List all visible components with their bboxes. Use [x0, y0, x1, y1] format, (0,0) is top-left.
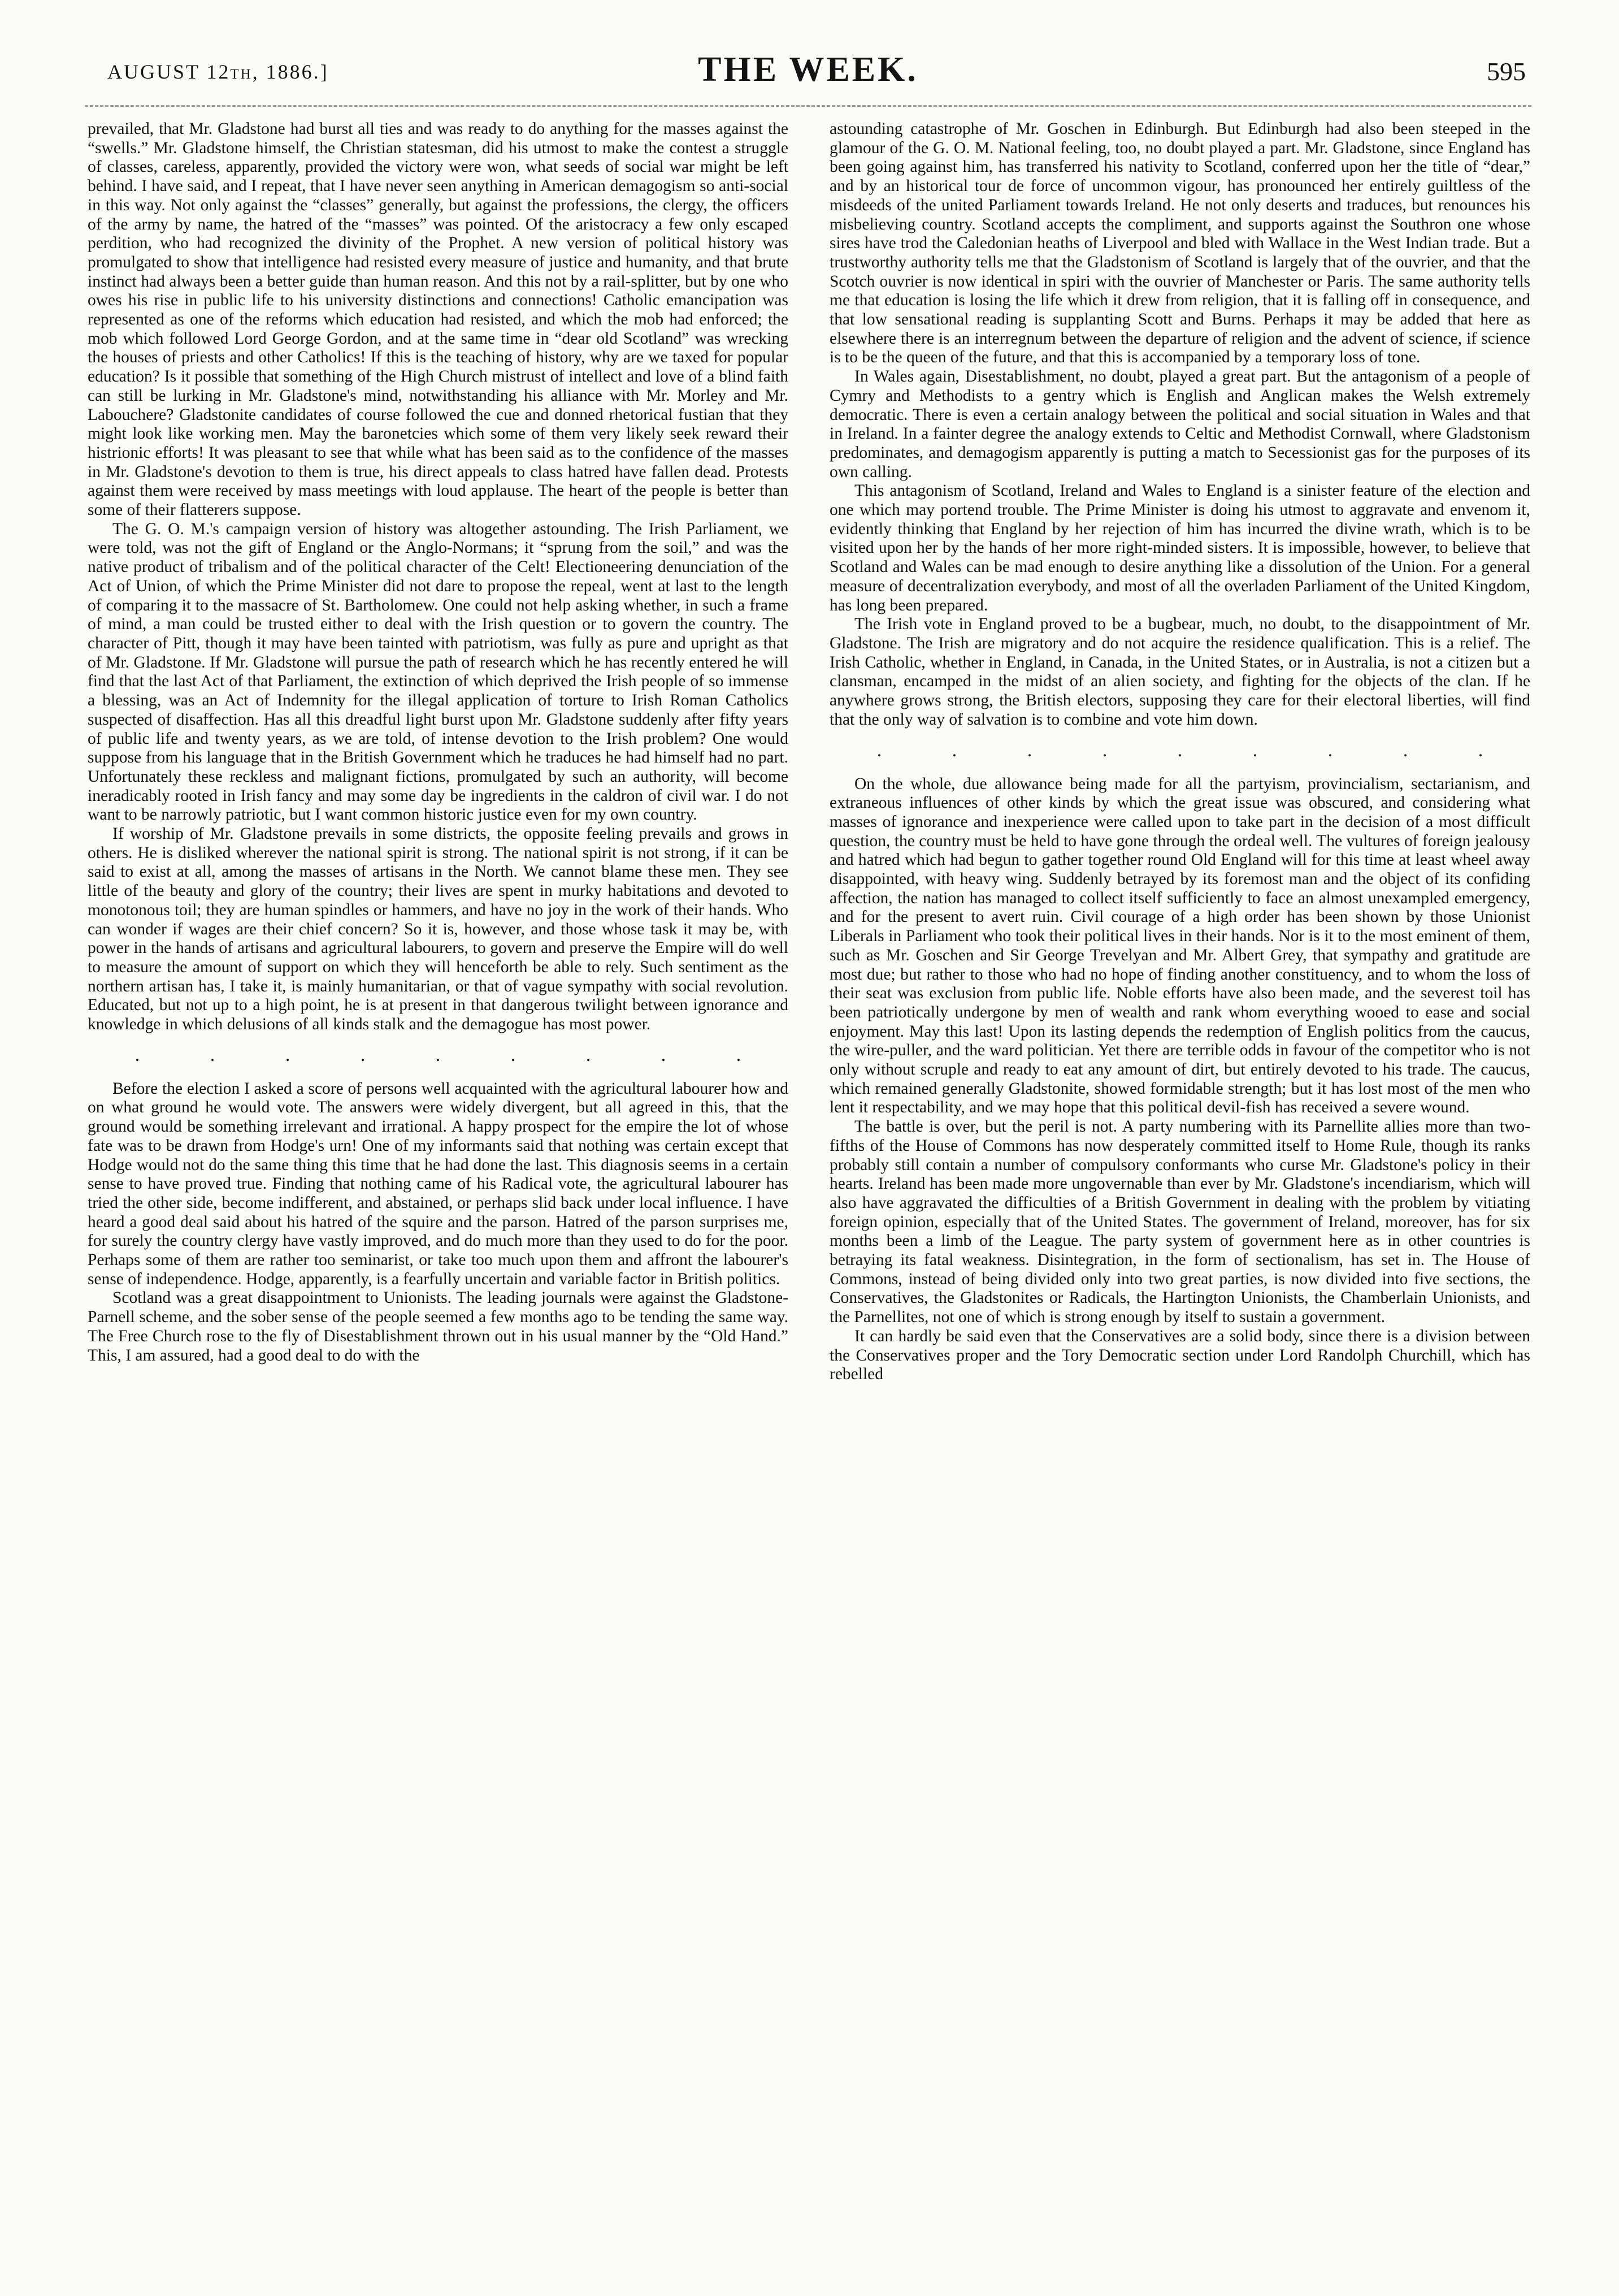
- right-paragraph-4: The Irish vote in England proved to be a bugbear, much, no doubt, to the disappointment of Mr. Gladstone. The Irish are migratory and do not acquire the residence qualification. This is a relief. The Irish Catholic, whether in England, in Canada, in the United States, or in Australia, is not a citizen but a clansman, encamped in the midst of an alien society, and fighting for the objects of the clan. If he anywhere grows strong, the British electors, supposing they care for their electoral liberties, will find that the only way of salvation is to combine and vote him down.: [830, 615, 1530, 729]
- right-paragraph-1: astounding catastrophe of Mr. Goschen in Edinburgh. But Edinburgh had also been steeped in the glamour of the G. O. M. National feeling, too, no doubt played a part. Mr. Gladstone, since England has been going against him, has transferred his nativity to Scotland, conferred upon her the title of “dear,” and by an historical tour de force of uncommon vigour, has pronounced her entirely guiltless of the misdeeds of the united Parliament towards Ireland. He not only deserts and traduces, but renounces his misbelieving country. Scotland accepts the compliment, and supports against the Southron one whose sires have trod the Caledonian heaths of Liverpool and bled with Wallace in the West Indian trade. But a trustworthy authority tells me that the Gladstonism of Scotland is largely that of the ouvrier, and that the Scotch ouvrier is now identical in spiri with the ouvrier of Manchester or Paris. The same authority tells me that education is losing the life which it drew from religion, that it is falling off in consequence, and that low sensational reading is supplanting Scott and Burns. Perhaps it may be added that here as elsewhere there is an interregnum between the departure of religion and the advent of science, if science is to be the queen of the future, and that this is accompanied by a temporary loss of tone.: [830, 120, 1530, 367]
- page-header: [68, 50, 1548, 95]
- left-column: [88, 120, 788, 1365]
- right-paragraph-3: This antagonism of Scotland, Ireland and Wales to England is a sinister feature of the election and one which may portend trouble. The Prime Minister is doing his utmost to aggravate and envenom it, evidently thinking that England by her rejection of him has incurred the divine wrath, which is to be visited upon her by the hands of her more right-minded sisters. It is impossible, however, to believe that Scotland and Wales can be mad enough to desire anything like a dissolution of the Union. For a general measure of decentralization everybody, and most of all the overladen Parliament of the United Kingdom, has long been prepared.: [830, 482, 1530, 614]
- right-paragraph-7: It can hardly be said even that the Conservatives are a solid body, since there is a division between the Conservatives proper and the Tory Democratic section under Lord Randolph Churchill, which has rebelled: [830, 1327, 1530, 1384]
- right-paragraph-5: On the whole, due allowance being made for all the partyism, provincialism, sectarianism, and extraneous influences of other kinds by which the great issue was obscured, and considering what masses of ignorance and inexperience were called upon to take part in the decision of a most difficult question, the country must be held to have gone through the ordeal well. The vultures of foreign jealousy and hatred which had begun to gather together round Old England will for this time at least wheel away disappointed, with heavy wing. Suddenly betrayed by its foremost man and the object of its confiding affection, the nation has managed to collect itself sufficiently to face an almost unexampled emergency, and for the present to avert ruin. Civil courage of a high order has been shown by those Unionist Liberals in Parliament who took their political lives in their hands. Nor is it to the most eminent of them, such as Mr. Goschen and Sir George Trevelyan and Mr. Albert Grey, that sympathy and gratitude are most due; but rather to those who had no hope of finding another constituency, and to whom the loss of their seat was exclusion from public life. Noble efforts have also been made, and the severest toil has been patriotically undergone by men of wealth and rank whom everything wooed to ease and social enjoyment. May this last! Upon its lasting depends the redemption of English politics from the caucus, the wire-puller, and the ward politician. Yet there are terrible odds in favour of the competitor who is not only without scruple and ready to eat any amount of dirt, but entirely devoted to his trade. The caucus, which remained generally Gladstonite, showed formidable strength; but it has lost most of the men who lent it respectability, and we may hope that this political devil-fish has received a severe wound.: [830, 774, 1530, 1117]
- left-paragraph-3: If worship of Mr. Gladstone prevails in some districts, the opposite feeling prevails and grows in others. He is disliked wherever the national spirit is strong. The national spirit is not strong, if it can be said to exist at all, among the masses of artisans in the North. We cannot blame these men. They see little of the beauty and glory of the country; their lives are spent in murky habitations and devoted to monotonous toil; they are human spindles or hammers, and have no joy in the work of their hands. Who can wonder if wages are their chief concern? So it is, however, and those whose task it may be, with power in the hands of artisans and agricultural labourers, to govern and preserve the Empire will do well to measure the amount of support on which they will henceforth be able to rely. Such sentiment as the northern artisan has, I take it, is mainly humanitarian, or that of vague sympathy with social revolution. Educated, but not up to a high point, he is at present in that dangerous twilight between ignorance and knowledge in which delusions of all kinds stalk and the demagogue has most power.: [88, 825, 788, 1034]
- right-column: [830, 120, 1530, 1384]
- left-paragraph-2: The G. O. M.'s campaign version of history was altogether astounding. The Irish Parliament, we were told, was not the gift of England or the Anglo-Normans; it “sprung from the soil,” and was the native product of tribalism and of the political character of the Celt! Electioneering denunciation of the Act of Union, of which the Prime Minister did not dare to propose the repeal, went at last to the length of comparing it to the massacre of St. Bartholomew. One could not help asking whether, in such a frame of mind, a man could be trusted either to deal with the Irish question or to govern the country. The character of Pitt, though it may have been tainted with patriotism, was fully as pure and upright as that of Mr. Gladstone. If Mr. Gladstone will pursue the path of research which he has recently entered he will find that the last Act of that Parliament, the extinction of which deprived the Irish people of so immense a blessing, was an Act of Indemnity for the illegal application of torture to Irish Roman Catholics suspected of disaffection. Has all this dreadful light burst upon Mr. Gladstone suddenly after fifty years of public life and twenty years, as we are told, of intense devotion to the Irish problem? One would suppose from his language that in the British Government which he traduces he had himself had no part. Unfortunately these reckless and malignant fictions, promulgated by such an authority, will become ineradicably rooted in Irish fancy and may some day be ingredients in the caldron of civil war. I do not want to be narrowly patriotic, but I want common historic justice even for my own country.: [88, 519, 788, 824]
- left-paragraph-1: prevailed, that Mr. Gladstone had burst all ties and was ready to do anything for the masses against the “swells.” Mr. Gladstone himself, the Christian statesman, did his utmost to make the contest a struggle of classes, careless, apparently, provided the victory were won, what seeds of social war might be left behind. I have said, and I repeat, that I have never seen anything in American demagogism so anti-social in this way. Not only against the “classes” generally, but against the professions, the clergy, the officers of the army by name, the hatred of the “masses” was pointed. Of the aristocracy a few only escaped perdition, who had recognized the divinity of the Prophet. A new version of political history was promulgated to show that intelligence had resisted every measure of justice and humanity, and that brute instinct had always been a better guide than human reason. And this not by a rail-splitter, but by one who owes his rise in public life to his university distinctions and connections! Catholic emancipation was represented as one of the reforms which education had resisted, and which the mob had enforced; the mob which followed Lord George Gordon, and at the same time in “dear old Scotland” was wrecking the houses of priests and other Catholics! If this is the teaching of history, why are we taxed for popular education? Is it possible that something of the High Church mistrust of intellect and love of a blind faith can still be lurking in Mr. Gladstone's mind, notwithstanding his alliance with Mr. Morley and Mr. Labouchere? Gladstonite candidates of course followed the cue and donned rhetorical fustian that they might look like working men. May the baronetcies which some of them very likely seek reward their histrionic efforts! It was pleasant to see that while what has been said as to the confidence of the masses in Mr. Gladstone's devotion to them is true, his direct appeals to class hatred have fallen dead. Protests against them were received by mass meetings with loud applause. The heart of the people is better than some of their flatterers suppose.: [88, 120, 788, 519]
- section-break-dots: . . . . . . . . .: [134, 1044, 774, 1065]
- masthead-title: THE WEEK.: [698, 50, 918, 89]
- issue-date: AUGUST 12th, 1886.]: [107, 60, 329, 83]
- left-paragraph-4: Before the election I asked a score of persons well acquainted with the agricultural labourer how and on what ground he would vote. The answers were widely divergent, but all agreed in this, that the ground would be something irrelevant and irrational. A happy prospect for the empire the lot of whose fate was to be drawn from Hodge's urn! One of my informants said that nothing was certain except that Hodge would not do the same thing this time that he had done the last. This diagnosis seems in a certain sense to have proved true. Finding that nothing came of his Radical vote, the agricultural labourer has tried the other side, become indifferent, and abstained, or perhaps slid back under local influence. I have heard a good deal said about his hatred of the squire and the parson. Hatred of the parson surprises me, for surely the country clergy have vastly improved, and do much more than they used to do for the poor. Perhaps some of them are rather too seminarist, or take too much upon them and affront the labourer's sense of independence. Hodge, apparently, is a fearfully uncertain and variable factor in British politics.: [88, 1079, 788, 1288]
- section-break-dots: . . . . . . . . .: [876, 739, 1516, 761]
- header-rule: [85, 105, 1531, 107]
- page-number: 595: [1487, 57, 1526, 86]
- right-paragraph-2: In Wales again, Disestablishment, no doubt, played a great part. But the antagonism of a people of Cymry and Methodists to a gentry which is English and Anglican makes the Welsh extremely democratic. There is even a certain analogy between the political and social situation in Wales and that in Ireland. In a fainter degree the analogy extends to Celtic and Methodist Cornwall, where Gladstonism predominates, and demagogism apparently is putting a match to Secessionist gas for the purposes of its own calling.: [830, 367, 1530, 481]
- left-paragraph-5: Scotland was a great disappointment to Unionists. The leading journals were against the Gladstone-Parnell scheme, and the sober sense of the people seemed a few months ago to be tending the same way. The Free Church rose to the fly of Disestablishment thrown out in his usual manner by the “Old Hand.” This, I am assured, had a good deal to do with the: [88, 1289, 788, 1364]
- right-paragraph-6: The battle is over, but the peril is not. A party numbering with its Parnellite allies more than two-fifths of the House of Commons has now desperately committed itself to Home Rule, though its ranks probably still contain a number of compulsory conformants who curse Mr. Gladstone's policy in their hearts. Ireland has been made more ungovernable than ever by Mr. Gladstone's incendiarism, which will also have aggravated the difficulties of a British Government in dealing with the problem by vitiating foreign opinion, especially that of the United States. The government of Ireland, moreover, has for six months been a limb of the League. The party system of government here as in other countries is betraying its fatal weakness. Disintegration, in the form of sectionalism, has set in. The House of Commons, instead of being divided only into two great parties, is now divided into five sections, the Conservatives, the Gladstonites or Radicals, the Hartington Unionists, the Chamberlain Unionists, and the Parnellites, not one of which is strong enough by itself to sustain a government.: [830, 1117, 1530, 1327]
